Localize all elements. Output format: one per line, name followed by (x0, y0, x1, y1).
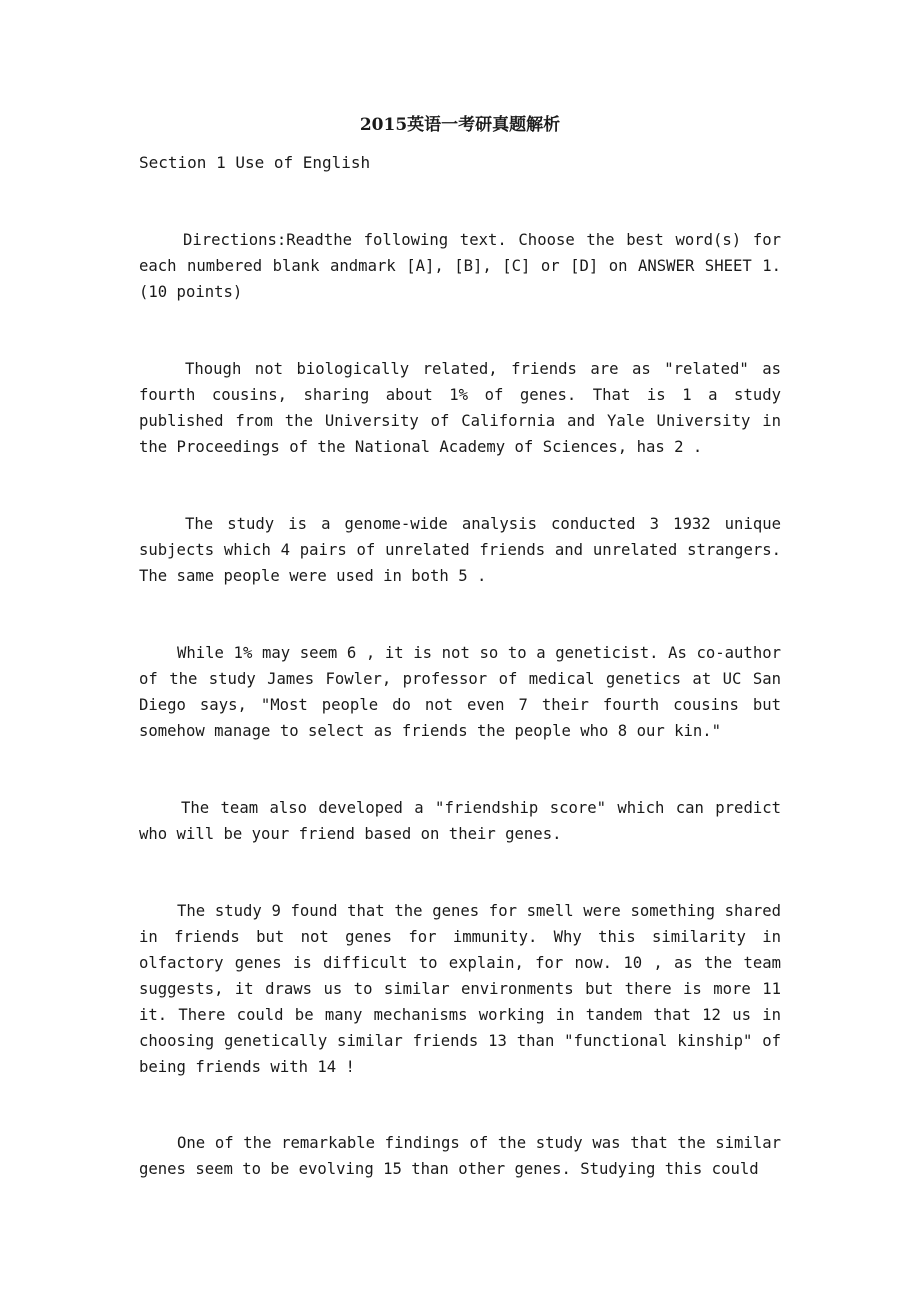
section-heading: Section 1 Use of English (139, 153, 371, 172)
passage-paragraph-2: The study is a genome-wide analysis conducted 3 1932 unique subjects which 4 pairs of unrelated friends and unrelated strangers. The same people were used in both 5 . (139, 515, 781, 585)
passage-paragraph-1: Though not biologically related, friends are as "related" as fourth cousins, sharing about 1% of genes. That is 1 a study published from the University of California and Yale University in the Proceedings of the National Academy of Sciences, has 2 . (139, 360, 781, 456)
passage-paragraph-6: One of the remarkable findings of the study was that the similar genes seem to be evolving 15 than other genes. Studying this could (139, 1134, 781, 1178)
passage-paragraph-3: While 1% may seem 6 , it is not so to a geneticist. As co-author of the study James Fowler, professor of medical genetics at UC San Diego says, "Most people do not even 7 their fourth cousins but somehow manage to select as friends the people who 8 our kin." (139, 644, 781, 740)
document-title: 2015英语一考研真题解析 (359, 115, 561, 135)
passage-paragraph-5: The study 9 found that the genes for smell were something shared in friends but not genes for immunity. Why this similarity in olfactory genes is difficult to explain, for now. 10 , as the team suggests, it draws us to similar environments but there is more 11 it. There could be many mechanisms working in tandem that 12 us in choosing genetically similar friends 13 than "functional kinship" of being friends with 14 ! (139, 902, 781, 1076)
passage-paragraph-4: The team also developed a "friendship score" which can predict who will be your friend based on their genes. (139, 799, 781, 843)
directions-paragraph: Directions:Readthe following text. Choose the best word(s) for each numbered blank andmark [A], [B], [C] or [D] on ANSWER SHEET 1. (10 points) (139, 231, 781, 301)
